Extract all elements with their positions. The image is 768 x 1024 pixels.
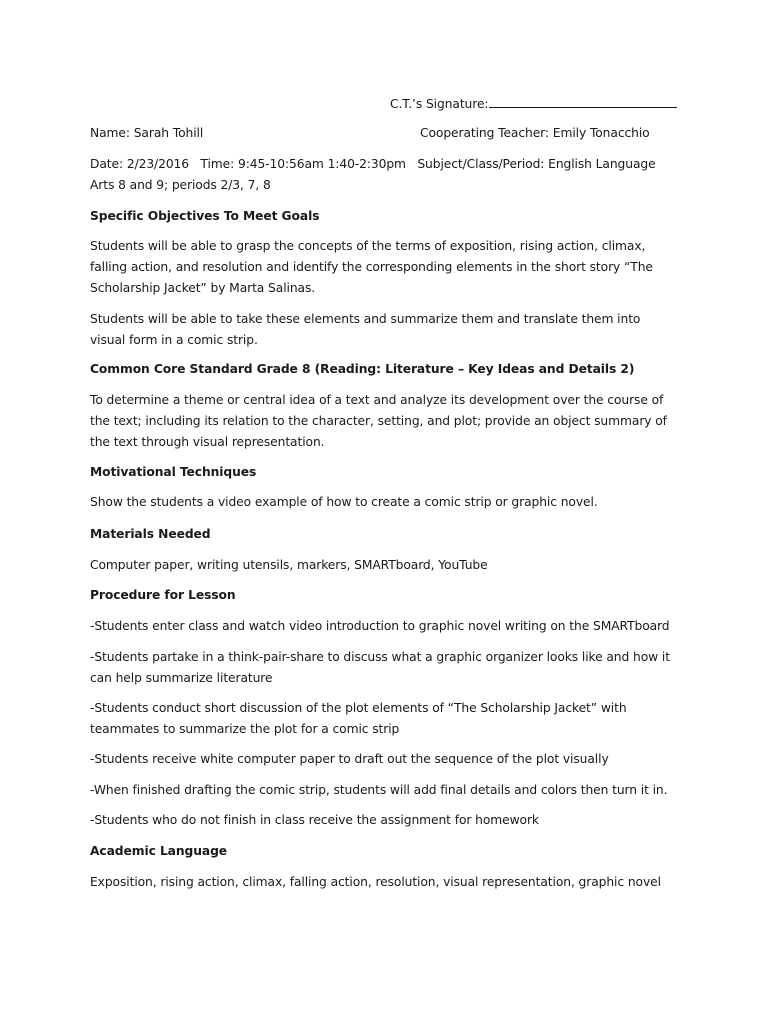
standard-heading: Common Core Standard Grade 8 (Reading: Literature – Key Ideas and Details 2): [90, 362, 635, 376]
objectives-p2-line: Students will be able to take these elements and summarize them and translate them into: [90, 312, 641, 326]
date-time-subject-line-1: Date: 2/23/2016 Time: 9:45-10:56am 1:40-2:30pm Subject/Class/Period: English Language: [90, 157, 656, 171]
objectives-p1-line: Scholarship Jacket” by Marta Salinas.: [90, 281, 316, 295]
signature-label: C.T.’s Signature:: [390, 97, 489, 111]
procedure-heading: Procedure for Lesson: [90, 588, 236, 602]
objectives-p2-line: visual form in a comic strip.: [90, 333, 258, 347]
procedure-step-2-line: -Students partake in a think-pair-share to discuss what a graphic organizer looks like and how it: [90, 650, 670, 664]
standard-line: To determine a theme or central idea of a text and analyze its development over the course of: [90, 393, 664, 407]
standard-line: the text; including its relation to the character, setting, and plot; provide an object summary of: [90, 414, 667, 428]
academic-heading: Academic Language: [90, 844, 228, 858]
procedure-step-3-line: -Students conduct short discussion of the plot elements of “The Scholarship Jacket” with: [90, 701, 627, 715]
materials-heading: Materials Needed: [90, 527, 211, 541]
procedure-step-5: -When finished drafting the comic strip, students will add final details and colors then turn it in.: [90, 783, 668, 797]
procedure-step-3-line: teammates to summarize the plot for a comic strip: [90, 722, 400, 736]
objectives-p1-line: Students will be able to grasp the concepts of the terms of exposition, rising action, climax,: [90, 239, 646, 253]
motivation-text: Show the students a video example of how to create a comic strip or graphic novel.: [90, 495, 598, 509]
procedure-step-2-line: can help summarize literature: [90, 671, 273, 685]
motivation-heading: Motivational Techniques: [90, 465, 257, 479]
procedure-step-6: -Students who do not finish in class receive the assignment for homework: [90, 813, 539, 827]
student-name: Name: Sarah Tohill: [90, 126, 204, 140]
objectives-p1-line: falling action, and resolution and identify the corresponding elements in the short story “The: [90, 260, 653, 274]
procedure-step-4: -Students receive white computer paper to draft out the sequence of the plot visually: [90, 752, 609, 766]
standard-line: the text through visual representation.: [90, 435, 325, 449]
date-time-subject-line-2: Arts 8 and 9; periods 2/3, 7, 8: [90, 178, 271, 192]
signature-line: [390, 93, 677, 115]
materials-text: Computer paper, writing utensils, markers, SMARTboard, YouTube: [90, 558, 488, 572]
signature-blank[interactable]: [489, 93, 677, 108]
objectives-heading: Specific Objectives To Meet Goals: [90, 209, 320, 223]
academic-text: Exposition, rising action, climax, falling action, resolution, visual representation, graphic novel: [90, 875, 661, 889]
cooperating-teacher: Cooperating Teacher: Emily Tonacchio: [420, 126, 650, 140]
procedure-step-1: -Students enter class and watch video introduction to graphic novel writing on the SMARTboard: [90, 619, 670, 633]
